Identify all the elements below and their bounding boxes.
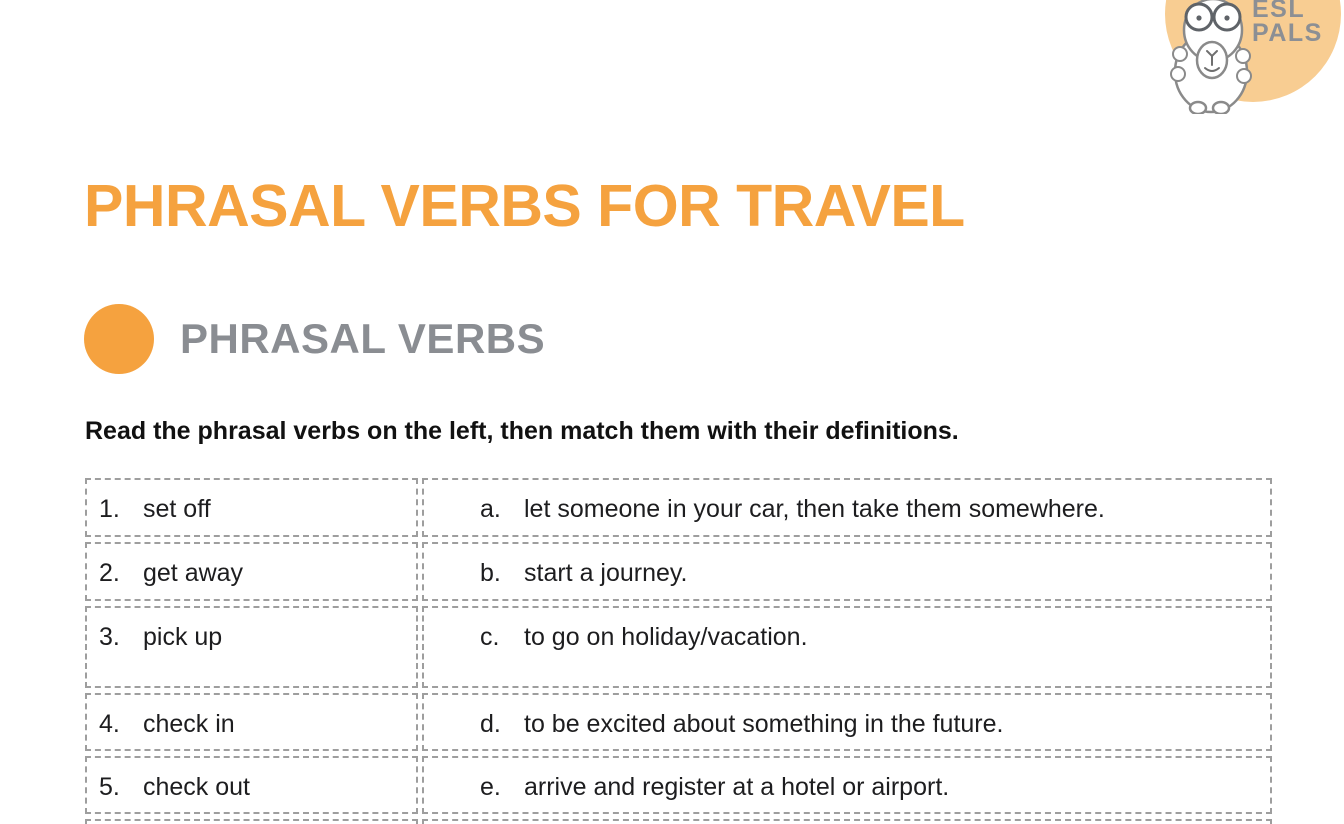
definition-cell-e xyxy=(422,756,1272,814)
logo-line2: PALS xyxy=(1252,19,1323,47)
verb-cell-6 xyxy=(85,819,418,824)
section-label: PHRASAL VERBS xyxy=(180,315,546,362)
definition-text: to be excited about something in the future. xyxy=(524,710,1004,738)
definition-cell-c xyxy=(422,606,1272,688)
section-header xyxy=(84,304,545,374)
definition-letter: c. xyxy=(480,623,500,651)
verb-text: check out xyxy=(143,773,251,801)
definition-text: let someone in your car, then take them somewhere. xyxy=(524,495,1105,523)
logo-wordmark xyxy=(1252,0,1323,45)
definition-text: to go on holiday/vacation. xyxy=(524,623,808,651)
verb-number: 3. xyxy=(99,623,120,651)
verb-cell-4 xyxy=(85,693,418,751)
logo-line1: ESL xyxy=(1252,0,1306,23)
definition-cell-d xyxy=(422,693,1272,751)
verb-text: get away xyxy=(143,559,244,587)
definition-letter: b. xyxy=(480,559,501,587)
definition-cell-a xyxy=(422,478,1272,537)
page-title: PHRASAL VERBS FOR TRAVEL xyxy=(84,173,965,239)
verb-number: 2. xyxy=(99,559,120,587)
verb-number: 5. xyxy=(99,773,120,801)
definition-letter: a. xyxy=(480,495,501,523)
verb-number: 4. xyxy=(99,710,120,738)
verb-cell-2 xyxy=(85,542,418,601)
definition-cell-6 xyxy=(422,819,1272,824)
definition-cell-b xyxy=(422,542,1272,601)
instruction-text: Read the phrasal verbs on the left, then match them with their definitions. xyxy=(85,417,959,445)
definition-text: start a journey. xyxy=(524,559,688,587)
matching-table xyxy=(85,478,1272,824)
verb-cell-1 xyxy=(85,478,418,537)
verb-text: check in xyxy=(143,710,235,738)
section-bullet-circle xyxy=(84,304,154,374)
verb-number: 1. xyxy=(99,495,120,523)
definition-letter: d. xyxy=(480,710,501,738)
verb-cell-3 xyxy=(85,606,418,688)
definition-text: arrive and register at a hotel or airport. xyxy=(524,773,950,801)
verb-text: pick up xyxy=(143,623,223,651)
verb-cell-5 xyxy=(85,756,418,814)
verb-text: set off xyxy=(143,495,211,523)
definition-letter: e. xyxy=(480,773,501,801)
